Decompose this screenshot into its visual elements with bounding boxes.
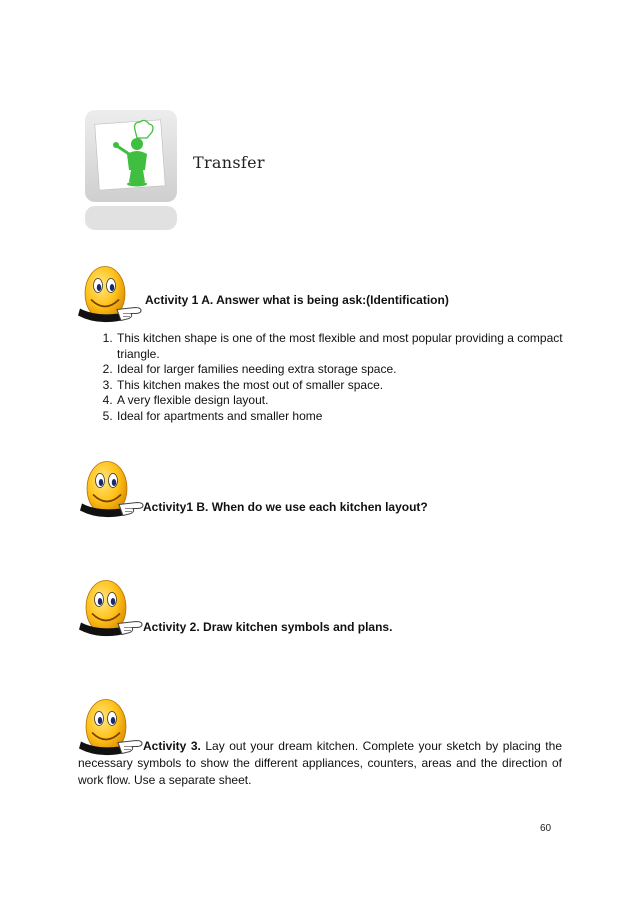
page-title: Transfer	[193, 153, 265, 172]
activity-3-label: Activity 3.	[143, 739, 201, 753]
activity-1a-heading: Activity 1 A. Answer what is being ask:(Identification)	[145, 293, 449, 307]
pointing-smiley-icon	[76, 571, 146, 646]
transfer-banner	[83, 108, 179, 233]
list-item: 5. Ideal for apartments and smaller home	[116, 409, 576, 425]
activity-3-paragraph	[78, 738, 562, 789]
activity-2-heading: Activity 2. Draw kitchen symbols and plans.	[143, 620, 393, 634]
identification-list	[94, 331, 576, 424]
list-item: 4. A very flexible design layout.	[116, 393, 576, 409]
list-item: 3. This kitchen makes the most out of smaller space.	[116, 378, 576, 394]
chef-icon	[83, 108, 179, 233]
pointing-smiley-icon	[77, 452, 147, 527]
list-item: 2. Ideal for larger families needing extra storage space.	[116, 362, 576, 378]
page-number: 60	[540, 823, 552, 834]
pointing-smiley-icon	[75, 257, 145, 332]
activity-3-text: Lay out your dream kitchen. Complete your sketch by placing the necessary symbols to show the different appliances, counters, areas and the direction of work flow. Use a separate sheet.	[78, 739, 562, 787]
list-item: 1. This kitchen shape is one of the most flexible and most popular providing a compact triangle.	[116, 331, 576, 362]
activity-1b-heading: Activity1 B. When do we use each kitchen layout?	[143, 500, 428, 514]
